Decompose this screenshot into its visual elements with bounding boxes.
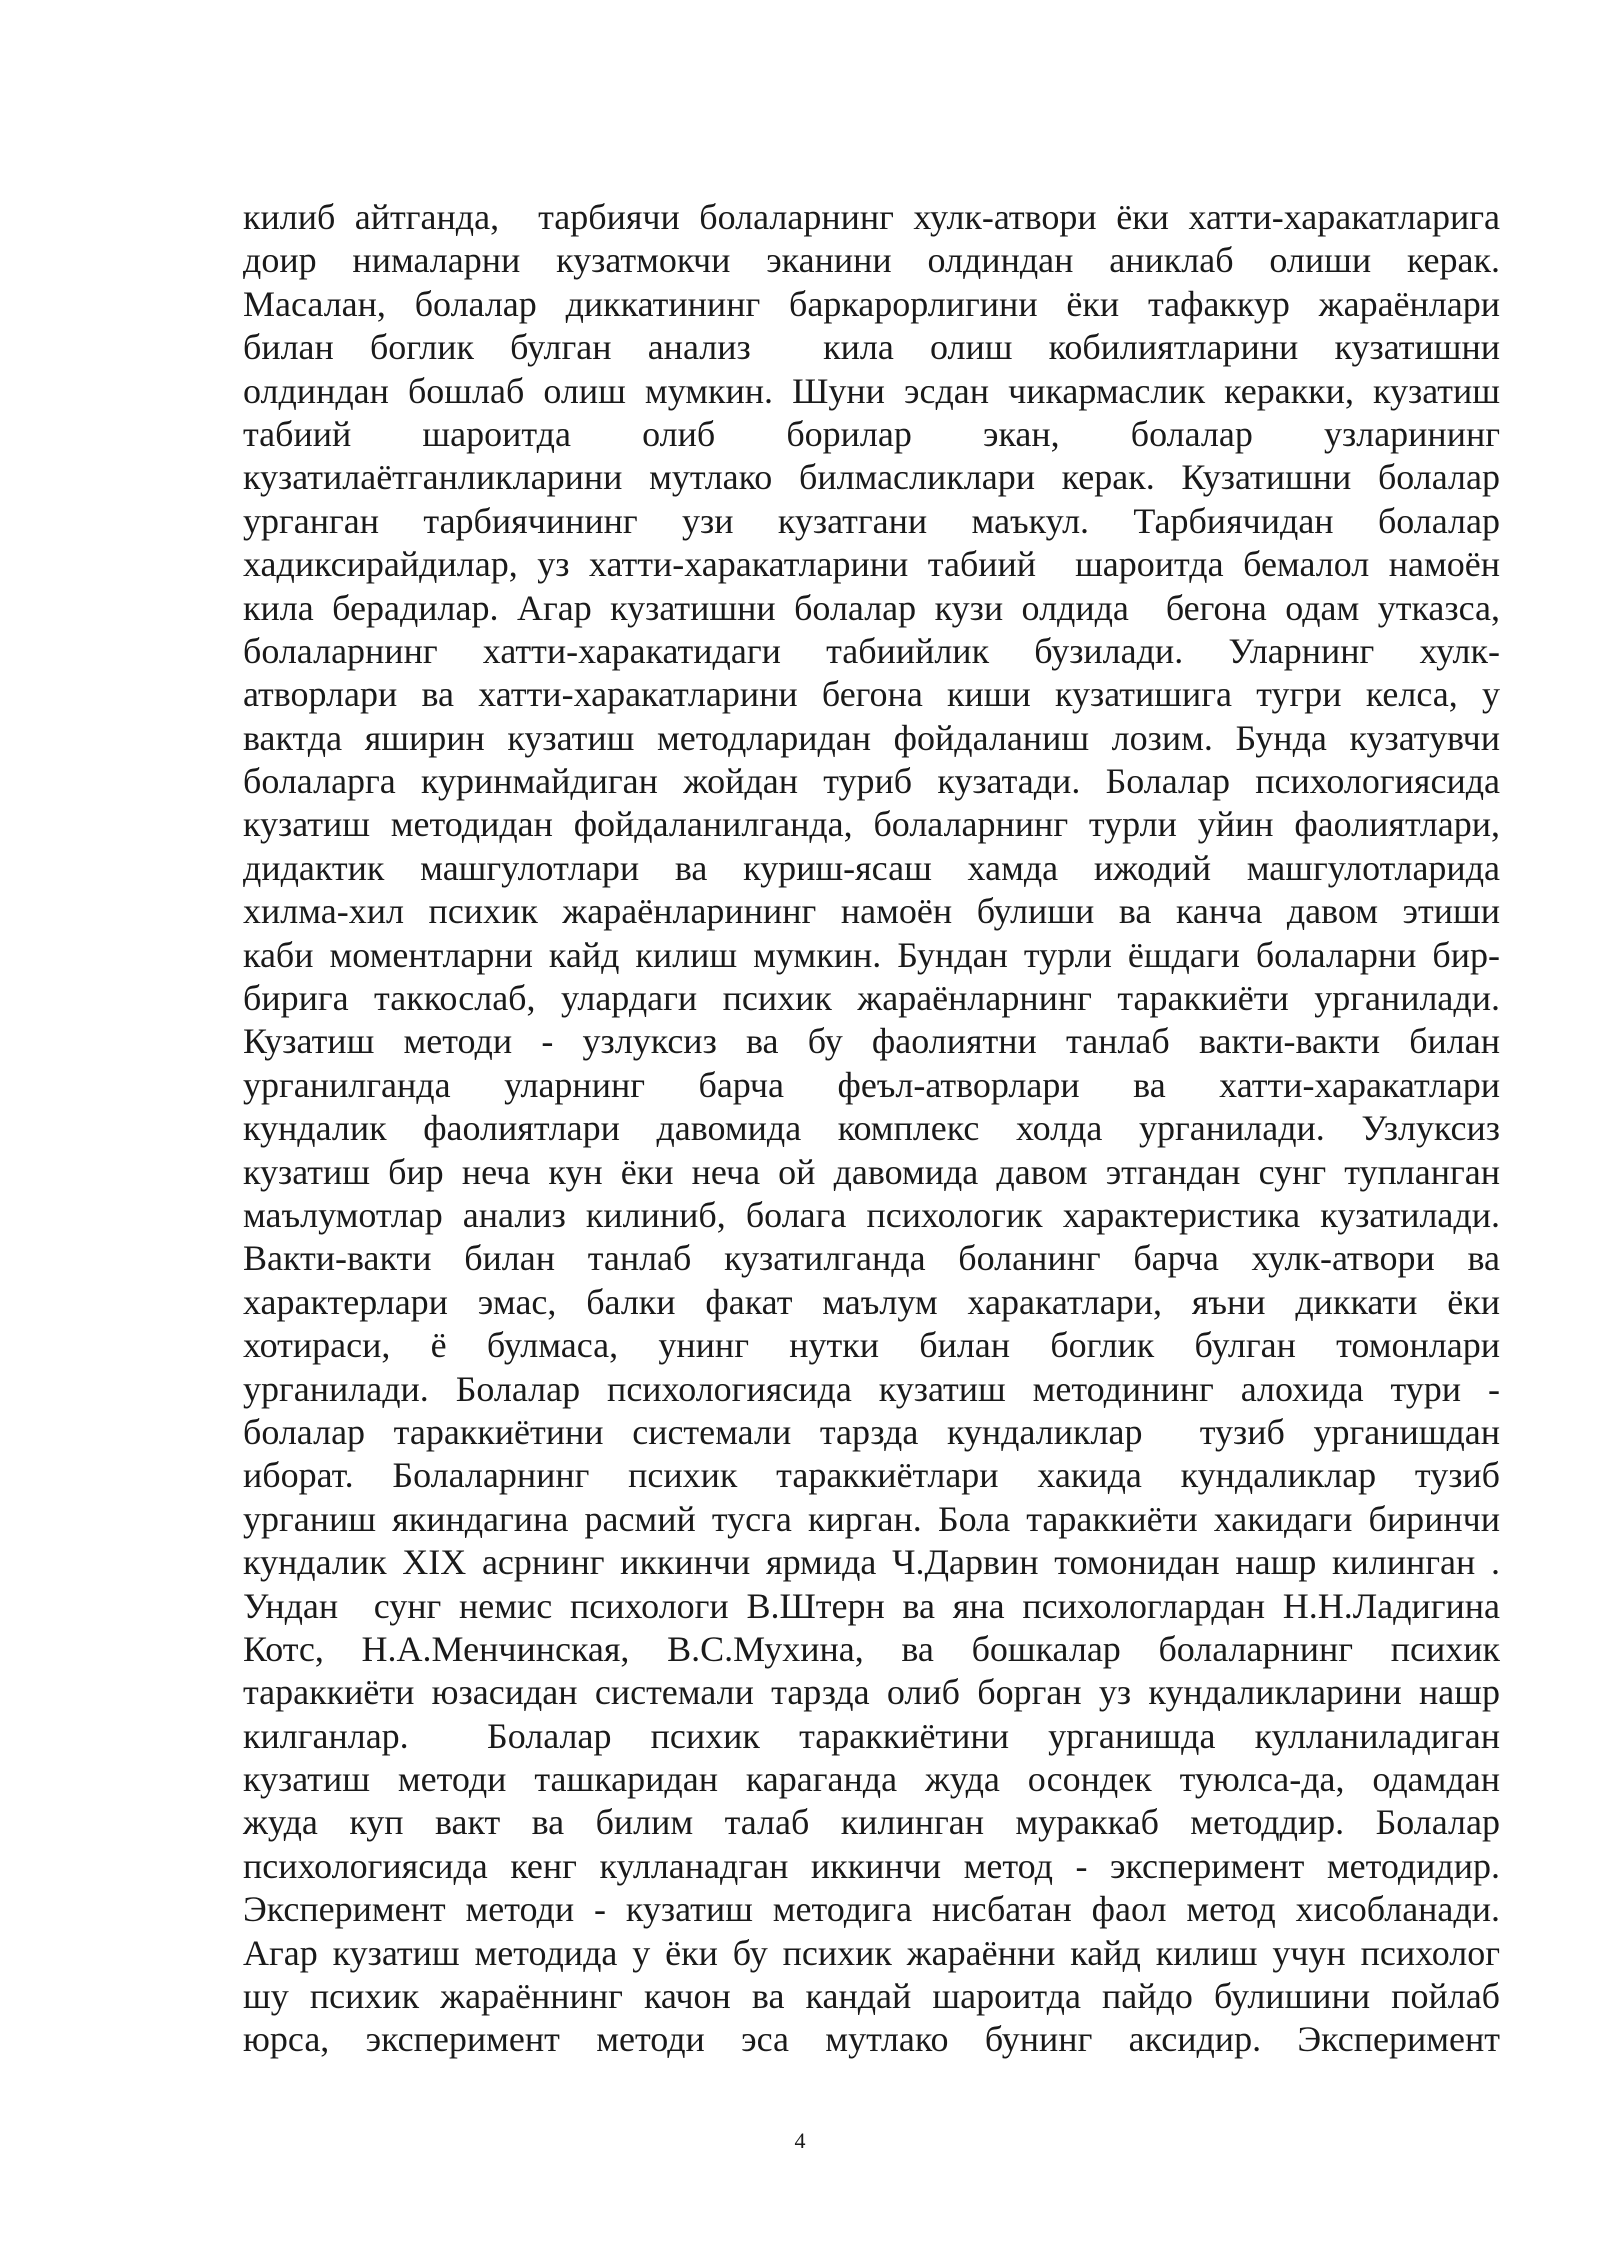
body-text	[243, 196, 1500, 2062]
text-line: хилма-хил психик жараёнларининг намоён булиши ва канча давом этиши	[243, 891, 1500, 932]
text-line: кила берадилар. Агар кузатишни болалар кузи олдида бегона одам утказса,	[243, 587, 1500, 628]
page-number: 4	[794, 2128, 806, 2153]
text-line: маълумотлар анализ килиниб, болага психологик характеристика кузатилади.	[243, 1194, 1500, 1235]
text-line: килганлар. Болалар психик тараккиётини урганишда кулланиладиган	[243, 1715, 1500, 1756]
text-line: атворлари ва хатти-харакатларини бегона киши кузатишига тугри келса, у	[243, 674, 1500, 715]
text-line: болалар тараккиётини системали тарзда кундаликлар тузиб урганишдан	[243, 1411, 1500, 1452]
text-line: урганилади. Болалар психологиясида кузатиш методининг алохида тури -	[243, 1368, 1500, 1409]
text-line: каби моментларни кайд килиш мумкин. Бундан турли ёшдаги болаларни бир-	[243, 934, 1500, 975]
text-line: психологиясида кенг кулланадган иккинчи метод - эксперимент методидир.	[243, 1845, 1500, 1886]
text-line: кузатилаётганликларини мутлако билмасликлари керак. Кузатишни болалар	[243, 457, 1500, 498]
text-line: болаларнинг хатти-харакатидаги табиийлик бузилади. Уларнинг хулк-	[243, 630, 1500, 671]
text-line: Вакти-вакти билан танлаб кузатилганда боланинг барча хулк-атвори ва	[243, 1238, 1500, 1279]
text-line: хадиксирайдилар, уз хатти-харакатларини табиий шароитда бемалол намоён	[243, 544, 1500, 585]
text-line: доир нималарни кузатмокчи эканини олдиндан аниклаб олиши керак.	[243, 240, 1500, 281]
text-line: кундалик XIX асрнинг иккинчи ярмида Ч.Дарвин томонидан нашр килинган .	[243, 1542, 1500, 1583]
text-line: иборат. Болаларнинг психик тараккиётлари хакида кундаликлар тузиб	[243, 1455, 1500, 1496]
text-line: Эксперимент методи - кузатиш методига нисбатан фаол метод хисобланади.	[243, 1889, 1500, 1930]
text-line: юрса, эксперимент методи эса мутлако бунинг аксидир. Эксперимент	[243, 2019, 1500, 2060]
text-line: Кузатиш методи - узлуксиз ва бу фаолиятни танлаб вакти-вакти билан	[243, 1021, 1500, 1062]
text-line: бирига таккослаб, улардаги психик жараёнларнинг тараккиёти урганилади.	[243, 978, 1500, 1019]
text-line: кундалик фаолиятлари давомида комплекс холда урганилади. Узлуксиз	[243, 1108, 1500, 1149]
text-line: урганиш якиндагина расмий тусга кирган. Бола тараккиёти хакидаги биринчи	[243, 1498, 1500, 1539]
text-line: кузатиш бир неча кун ёки неча ой давомида давом этгандан сунг тупланган	[243, 1151, 1500, 1192]
text-line: урганган тарбиячининг узи кузатгани маъкул. Тарбиячидан болалар	[243, 500, 1500, 541]
text-line: хотираси, ё булмаса, унинг нутки билан боглик булган томонлари	[243, 1325, 1500, 1366]
text-line: тараккиёти юзасидан системали тарзда олиб борган уз кундаликларини нашр	[243, 1672, 1500, 1713]
text-line: урганилганда уларнинг барча феъл-атворлари ва хатти-харакатлари	[243, 1064, 1500, 1105]
text-line: характерлари эмас, балки факат маълум харакатлари, яъни диккати ёки	[243, 1281, 1500, 1322]
text-line: Котс, Н.А.Менчинская, В.С.Мухина, ва бошкалар болаларнинг психик	[243, 1628, 1500, 1669]
text-line: Агар кузатиш методида у ёки бу психик жараённи кайд килиш учун психолог	[243, 1932, 1500, 1973]
text-line: болаларга куринмайдиган жойдан туриб кузатади. Болалар психологиясида	[243, 761, 1500, 802]
text-line: килиб айтганда, тарбиячи болаларнинг хулк-атвори ёки хатти-харакатларига	[243, 197, 1500, 237]
text-line: билан боглик булган анализ кила олиш кобилиятларини кузатишни	[243, 327, 1500, 368]
text-line: табиий шароитда олиб борилар экан, болалар узларининг	[243, 413, 1500, 454]
text-line: кузатиш методидан фойдаланилганда, болаларнинг турли уйин фаолиятлари,	[243, 804, 1500, 845]
text-line: Масалан, болалар диккатининг баркарорлигини ёки тафаккур жараёнлари	[243, 283, 1500, 324]
text-line: Ундан сунг немис психологи В.Штерн ва яна психологлардан Н.Н.Ладигина	[243, 1585, 1500, 1626]
text-line: дидактик машгулотлари ва куриш-ясаш хамда ижодий машгулотларида	[243, 847, 1500, 888]
text-line: жуда куп вакт ва билим талаб килинган мураккаб методдир. Болалар	[243, 1802, 1500, 1843]
text-line: шу психик жараённинг качон ва кандай шароитда пайдо булишини пойлаб	[243, 1976, 1500, 2017]
text-line: вактда яширин кузатиш методларидан фойдаланиш лозим. Бунда кузатувчи	[243, 717, 1500, 758]
text-line: олдиндан бошлаб олиш мумкин. Шуни эсдан чикармаслик керакки, кузатиш	[243, 370, 1500, 411]
text-line: кузатиш методи ташкаридан караганда жуда осондек туюлса-да, одамдан	[243, 1759, 1500, 1800]
